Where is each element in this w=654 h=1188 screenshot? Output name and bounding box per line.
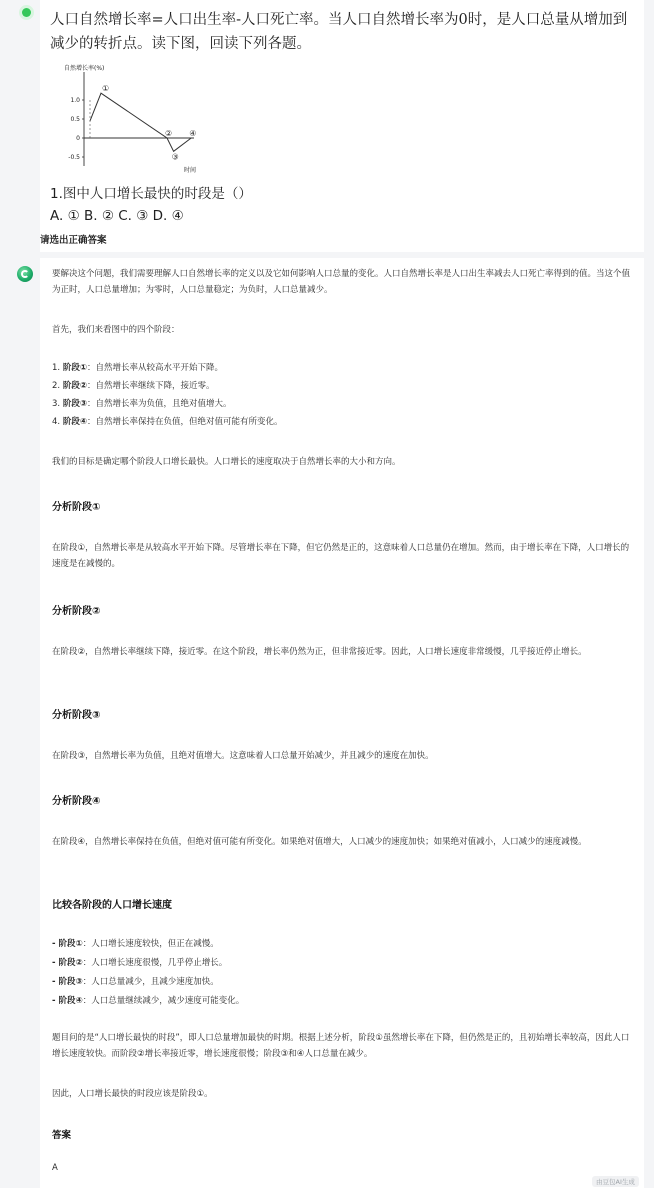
stage-item: 3. 阶段③：自然增长率为负值，且绝对值增大。 bbox=[52, 399, 232, 409]
chart-point-label: ③ bbox=[171, 152, 179, 162]
answer-intro: 要解决这个问题，我们需要理解人口自然增长率的定义以及它如何影响人口总量的变化。人口自然增长率是人口出生率减去人口死亡率得到的值。当这个值为正时，人口总量增加；为零时，人口总量稳定；为负时，人口总量减少。 bbox=[52, 269, 631, 295]
question-card bbox=[40, 0, 644, 252]
section-title: 分析阶段① bbox=[52, 502, 101, 513]
chart-y-tick-label: 0.5 bbox=[70, 116, 80, 123]
question-text: 人口自然增长率=人口出生率-人口死亡率。当人口自然增长率为0时，是人口总量从增加到减少的转折点。读下图，回读下列各题。 bbox=[50, 12, 628, 52]
compare-item: - 阶段①：人口增长速度较快，但正在减慢。 bbox=[52, 939, 219, 949]
chart-series-line bbox=[90, 93, 191, 151]
chart-ylabel: 自然增长率(%) bbox=[64, 65, 105, 72]
answer-reason: 题目问的是“人口增长最快的时段”，即人口总量增加最快的时期。根据上述分析，阶段①虽然增长率在下降，但仍然是正的，且初始增长率较高，因此人口增长速度较快。而阶段②增长率接近零，增长速度很慢；阶段③和④人口总量在减少。 bbox=[52, 1033, 630, 1059]
stage-item: 2. 阶段②：自然增长率继续下降，接近零。 bbox=[52, 381, 215, 391]
section-body: 在阶段③，自然增长率为负值，且绝对值增大。这意味着人口总量开始减少，并且减少的速度在加快。 bbox=[52, 751, 434, 761]
user-status-dot bbox=[22, 8, 31, 17]
answer-first: 首先，我们来看图中的四个阶段： bbox=[52, 325, 180, 335]
section-title: 分析阶段② bbox=[52, 606, 101, 617]
chart-y-tick-label: 0 bbox=[76, 135, 80, 142]
answer-title: 答案 bbox=[52, 1130, 72, 1141]
instruction-label: 请选出正确答案 bbox=[40, 235, 107, 246]
stage-item: 4. 阶段④：自然增长率保持在负值，但绝对值可能有所变化。 bbox=[52, 417, 283, 427]
stage-item: 1. 阶段①：自然增长率从较高水平开始下降。 bbox=[52, 363, 224, 373]
section-title: 分析阶段③ bbox=[52, 710, 101, 721]
chart-xlabel: 时间 bbox=[184, 167, 197, 174]
answer-options: A. ① B. ② C. ③ D. ④ bbox=[50, 208, 184, 224]
ai-generated-badge: 由豆包AI生成 bbox=[592, 1176, 639, 1187]
compare-item: - 阶段④：人口总量继续减少，减少速度可能变化。 bbox=[52, 996, 245, 1006]
section-body: 在阶段②，自然增长率继续下降，接近零。在这个阶段，增长率仍然为正，但非常接近零。因此，人口增长速度非常缓慢，几乎接近停止增长。 bbox=[52, 647, 587, 657]
answer-conclusion: 因此，人口增长最快的时段应该是阶段①。 bbox=[52, 1089, 213, 1099]
answer-goal: 我们的目标是确定哪个阶段人口增长最快。人口增长的速度取决于自然增长率的大小和方向。 bbox=[52, 457, 401, 467]
chart-point-label: ② bbox=[165, 129, 173, 138]
section-title: 分析阶段④ bbox=[52, 796, 101, 807]
section-body: 在阶段④，自然增长率保持在负值，但绝对值可能有所变化。如果绝对值增大，人口减少的速度加快；如果绝对值减小，人口减少的速度减慢。 bbox=[52, 837, 587, 847]
section-body: 在阶段①，自然增长率是从较高水平开始下降。尽管增长率在下降，但它仍然是正的，这意味着人口总量仍在增加。然而，由于增长率在下降，人口增长的速度是在减慢的。 bbox=[52, 543, 630, 569]
chart-point-label: ④ bbox=[189, 129, 197, 138]
chart-y-tick-label: 1.0 bbox=[70, 97, 80, 104]
sub-question: 1.图中人口增长最快的时段是（） bbox=[50, 186, 252, 202]
growth-rate-chart bbox=[54, 60, 214, 178]
chart-point-label: ① bbox=[102, 84, 110, 94]
final-answer: A bbox=[52, 1163, 58, 1173]
chart-y-tick-label: -0.5 bbox=[68, 154, 80, 161]
compare-item: - 阶段②：人口增长速度很慢，几乎停止增长。 bbox=[52, 958, 228, 968]
compare-item: - 阶段③：人口总量减少，且减少速度加快。 bbox=[52, 977, 219, 987]
ai-assistant-icon bbox=[17, 266, 33, 282]
section-title: 比较各阶段的人口增长速度 bbox=[52, 900, 172, 911]
